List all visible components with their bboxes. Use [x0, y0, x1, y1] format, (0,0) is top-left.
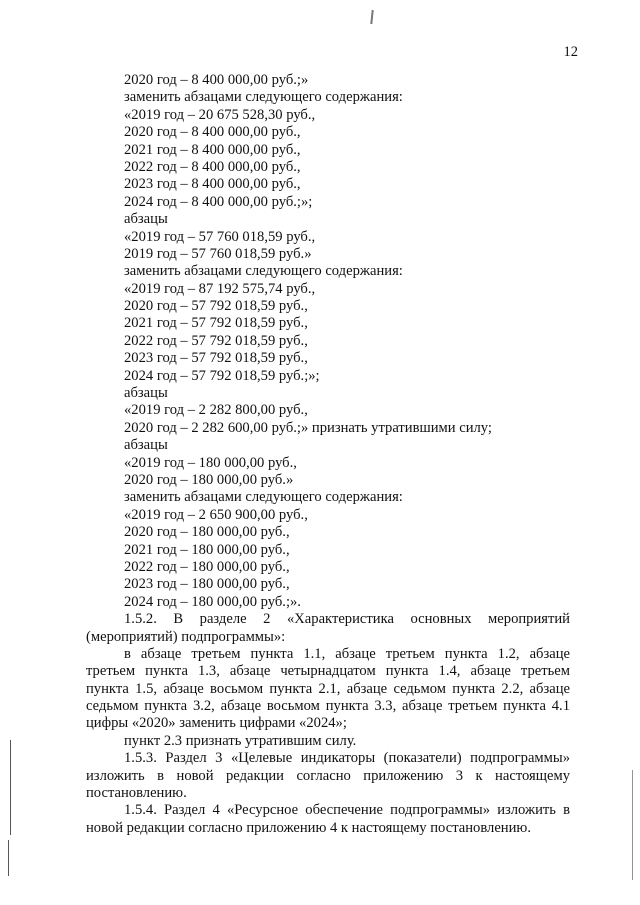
text-line: 2020 год – 57 792 018,59 руб., — [124, 298, 308, 315]
text-line: «2019 год – 180 000,00 руб., — [124, 454, 297, 471]
text-line: 2021 год – 180 000,00 руб., — [124, 541, 290, 558]
text-line: 2020 год – 180 000,00 руб., — [124, 524, 290, 541]
text-line: 2024 год – 180 000,00 руб.;». — [124, 593, 301, 610]
text-line: постановлению. — [86, 785, 187, 802]
text-line: 1.5.3. Раздел 3 «Целевые индикаторы (показатели) подпрограммы» — [124, 750, 570, 767]
text-line: 2023 год – 8 400 000,00 руб., — [124, 176, 301, 193]
text-line: заменить абзацами следующего содержания: — [124, 263, 403, 280]
text-line: 2020 год – 8 400 000,00 руб., — [124, 124, 301, 141]
text-line: пункт 2.3 признать утратившим силу. — [124, 732, 357, 749]
text-line: 1.5.2. В разделе 2 «Характеристика основных мероприятий — [124, 611, 570, 628]
scan-margin-line — [10, 740, 11, 835]
text-line: 2021 год – 57 792 018,59 руб., — [124, 315, 308, 332]
text-line: 2020 год – 180 000,00 руб.» — [124, 471, 294, 488]
text-line: 2020 год – 8 400 000,00 руб.;» — [124, 72, 309, 88]
text-line: в абзаце третьем пункта 1.1, абзаце третьем пункта 1.2, абзаце — [124, 645, 570, 662]
text-line: 2019 год – 57 760 018,59 руб.» — [124, 245, 312, 262]
text-line: 2021 год – 8 400 000,00 руб., — [124, 141, 301, 158]
text-line: 1.5.4. Раздел 4 «Ресурсное обеспечение подпрограммы» изложить в — [124, 802, 570, 819]
text-line: новой редакции согласно приложению 4 к настоящему постановлению. — [86, 819, 531, 836]
text-line: заменить абзацами следующего содержания: — [124, 89, 403, 106]
text-line: абзацы — [124, 437, 168, 454]
text-line: 2022 год – 180 000,00 руб., — [124, 558, 290, 575]
document-body — [86, 72, 570, 837]
page-number: 12 — [563, 44, 578, 60]
text-line: седьмом пункта 3.2, абзаце восьмом пункта 3.3, абзаце третьем пункта 4.1 — [86, 698, 570, 715]
text-line: 2024 год – 57 792 018,59 руб.;»; — [124, 367, 320, 384]
text-line: «2019 год – 2 650 900,00 руб., — [124, 506, 308, 523]
scan-margin-line — [632, 770, 633, 880]
text-line: абзацы — [124, 385, 168, 402]
text-line: пункта 1.5, абзаце восьмом пункта 2.1, абзаце седьмом пункта 2.2, абзаце — [86, 680, 570, 697]
scan-mark — [370, 10, 373, 24]
text-line: «2019 год – 2 282 800,00 руб., — [124, 402, 308, 419]
text-line: (мероприятий) подпрограммы»: — [86, 628, 286, 645]
text-line: заменить абзацами следующего содержания: — [124, 489, 403, 506]
text-line: третьем пункта 1.3, абзаце четырнадцатом пункта 1.4, абзаце третьем — [86, 663, 570, 680]
text-line: 2022 год – 57 792 018,59 руб., — [124, 332, 308, 349]
text-line: изложить в новой редакции согласно приложению 3 к настоящему — [86, 767, 570, 784]
text-line: «2019 год – 87 192 575,74 руб., — [124, 280, 316, 297]
text-line: «2019 год – 57 760 018,59 руб., — [124, 228, 316, 245]
text-line: 2023 год – 180 000,00 руб., — [124, 576, 290, 593]
text-line: «2019 год – 20 675 528,30 руб., — [124, 106, 316, 123]
text-line: цифры «2020» заменить цифрами «2024»; — [86, 715, 347, 732]
text-line: 2024 год – 8 400 000,00 руб.;»; — [124, 193, 313, 210]
text-line: 2020 год – 2 282 600,00 руб.;» признать утратившими силу; — [124, 419, 492, 436]
text-line: 2023 год – 57 792 018,59 руб., — [124, 350, 308, 367]
text-line: абзацы — [124, 211, 168, 228]
scan-margin-line — [8, 840, 9, 876]
text-line: 2022 год – 8 400 000,00 руб., — [124, 158, 301, 175]
